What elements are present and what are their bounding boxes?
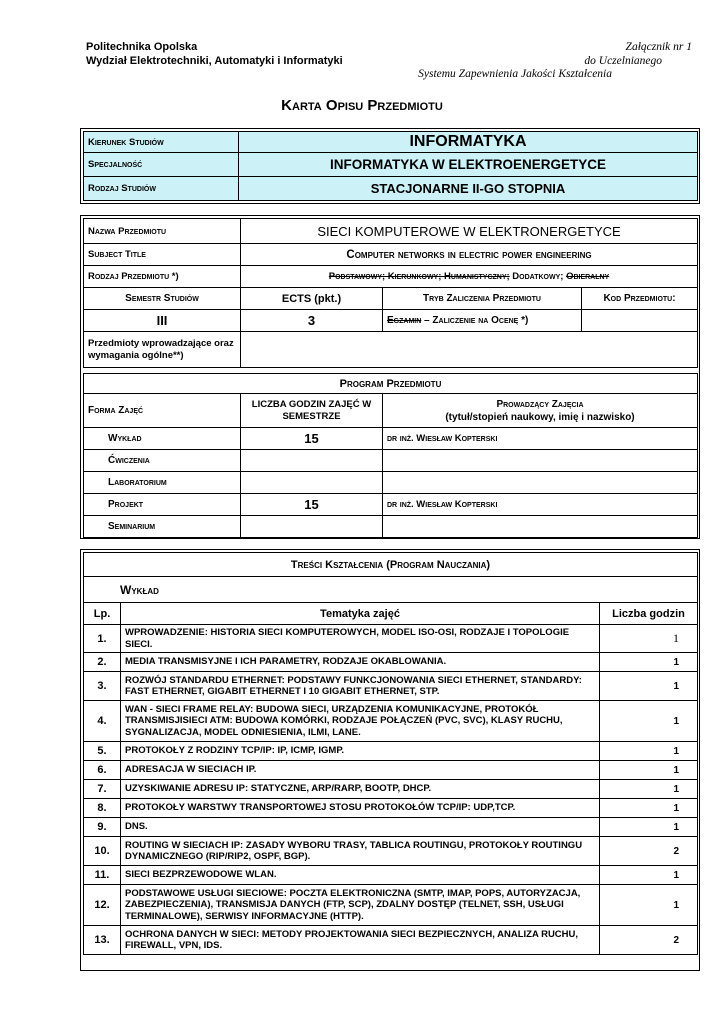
row-hours: 1 [600,761,698,780]
program-row [84,450,698,472]
document-header-left [86,41,343,68]
row-lp: 7. [84,780,121,799]
row-topic: WAN - SIECI FRAME RELAY: BUDOWA SIECI, URZĄDZENIA KOMUNIKACYJNE, PROTOKÓŁ TRANSMISJISIECI ATM: BUDOWA KOMÓRKI, RODZAJE POŁĄCZEŃ (PVC, SVC), KLASY RUCHU, SYGNALIZACJA, MODEL ODNIESIENIA, ILMI, LANE. [121,701,600,742]
kind-struck-elective: Obieralny [566,271,610,282]
table-row [84,761,698,780]
row-lp: 12. [84,885,121,926]
row-topic: PROTOKOŁY Z RODZINY TCP/IP: IP, ICMP, IGMP. [121,742,600,761]
annex-number: Załącznik nr 1 [625,41,692,53]
form-teacher [383,450,698,472]
form-name: Ćwiczenia [84,450,241,472]
study-info-table [83,131,698,201]
row-hours: 2 [600,837,698,866]
row-hours: 1 [600,625,698,653]
study-type-label: Rodzaj Studiów [84,177,239,201]
specialty-label: Specjalność [84,153,239,177]
program-row [84,472,698,494]
annex-to: do Uczelnianego [584,54,662,67]
table-row [84,672,698,701]
page-title: Karta Opisu Przedmiotu [281,97,443,114]
row-lp: 1. [84,625,121,653]
subject-kind-value [241,266,698,288]
row-topic: SIECI BEZPRZEWODOWE WLAN. [121,866,600,885]
semester-value: III [84,310,241,332]
form-teacher [383,516,698,538]
kind-struck-options: Podstawowy; Kierunkowy; Humanistyczny; [328,271,510,282]
mode-selected: – Zaliczenie na Ocenę *) [421,315,529,326]
content-heading: Treści Kształcenia (Program Nauczania) [84,553,698,577]
row-hours: 1 [600,799,698,818]
mode-struck-exam: Egzamin [387,315,422,326]
row-topic: MEDIA TRANSMISYJNE I ICH PARAMETRY, RODZAJE OKABLOWANIA. [121,653,600,672]
row-topic: PROTOKOŁY WARSTWY TRANSPORTOWEJ STOSU PROTOKOŁÓW TCP/IP: UDP,TCP. [121,799,600,818]
col-topic: Tematyka zajęć [121,603,600,625]
table-row [84,866,698,885]
mode-value [383,310,582,332]
subject-kind-label: Rodzaj Przedmiotu *) [84,266,241,288]
subject-name-label: Nazwa Przedmiotu [84,219,241,244]
table-row [84,701,698,742]
content-table [83,552,698,955]
row-hours: 1 [600,885,698,926]
row-hours: 1 [600,780,698,799]
row-hours: 1 [600,866,698,885]
program-row [84,494,698,516]
kind-selected-option: Dodatkowy; [509,271,567,282]
study-type-value: STACJONARNE II-GO STOPNIA [239,177,698,201]
specialty-value: INFORMATYKA W ELEKTROENERGETYCE [239,153,698,177]
row-lp: 2. [84,653,121,672]
form-hours [241,516,383,538]
teacher-label-cell [383,394,698,428]
institution-name: Politechnika Opolska [86,41,198,53]
table-row [84,799,698,818]
row-topic: ROUTING W SIECIACH IP: ZASADY WYBORU TRASY, TABLICA ROUTINGU, PROTOKOŁY ROUTINGU DYNAMICZNEGO (RIP/RIP2, OSPF, BGP). [121,837,600,866]
content-section: Wykład [84,577,698,603]
program-heading: Program Przedmiotu [84,374,698,394]
row-lp: 10. [84,837,121,866]
ects-label: ECTS (pkt.) [241,288,383,310]
code-value [582,310,698,332]
teacher-label: Prowadzący Zajęcia [496,398,584,410]
form-name: Projekt [84,494,241,516]
row-lp: 5. [84,742,121,761]
semester-label: Semestr Studiów [84,288,241,310]
subject-title-label: Subject Title [84,244,241,266]
annex-system: Systemu Zapewnienia Jakości Kształcenia [418,68,612,80]
subject-title-value: Computer networks in electric power engineering [241,244,698,266]
faculty-name: Wydział Elektrotechniki, Automatyki i Informatyki [86,54,343,67]
table-row [84,742,698,761]
row-lp: 3. [84,672,121,701]
row-lp: 4. [84,701,121,742]
subject-table [83,218,698,538]
form-name: Seminarium [84,516,241,538]
mode-label: Tryb Zaliczenia Przedmiotu [383,288,582,310]
row-topic: WPROWADZENIE: HISTORIA SIECI KOMPUTEROWYCH, MODEL ISO-OSI, RODZAJE I TOPOLOGIE SIECI. [121,625,600,653]
code-label: Kod Przedmiotu: [582,288,698,310]
table-row [84,780,698,799]
document-header-right [418,41,692,82]
row-topic: ROZWÓJ STANDARDU ETHERNET: PODSTAWY FUNKCJONOWANIA SIECI ETHERNET, STANDARDY: FAST ETHERNET, GIGABIT ETHERNET I 10 GIGABIT ETHERNET, STP. [121,672,600,701]
form-name: Wykład [84,428,241,450]
row-topic: ADRESACJA W SIECIACH IP. [121,761,600,780]
row-hours: 1 [600,701,698,742]
hours-label: LICZBA GODZIN ZAJĘĆ W SEMESTRZE [241,394,383,428]
prereq-value [241,332,698,368]
table-row [84,837,698,866]
row-lp: 6. [84,761,121,780]
form-hours [241,450,383,472]
row-hours: 1 [600,672,698,701]
ects-value: 3 [241,310,383,332]
form-hours: 15 [241,428,383,450]
form-hours: 15 [241,494,383,516]
row-topic: OCHRONA DANYCH W SIECI: METODY PROJEKTOWANIA SIECI BEZPIECZNYCH, ANALIZA RUCHU, FIREWALL, VPN, IDS. [121,926,600,955]
direction-value: INFORMATYKA [239,132,698,153]
row-hours: 2 [600,926,698,955]
col-hours: Liczba godzin [600,603,698,625]
row-lp: 13. [84,926,121,955]
prereq-label: Przedmioty wprowadzające oraz wymagania ogólne**) [84,332,241,368]
table-row [84,885,698,926]
form-hours [241,472,383,494]
row-topic: UZYSKIWANIE ADRESU IP: STATYCZNE, ARP/RARP, BOOTP, DHCP. [121,780,600,799]
form-teacher: dr inż. Wiesław Kopterski [383,428,698,450]
row-lp: 9. [84,818,121,837]
teacher-sublabel: (tytuł/stopień naukowy, imię i nazwisko) [445,411,635,423]
form-teacher [383,472,698,494]
row-topic: DNS. [121,818,600,837]
row-topic: PODSTAWOWE USŁUGI SIECIOWE: POCZTA ELEKTRONICZNA (SMTP, IMAP, POPS, AUTORYZACJA, ZABEZPIECZENIA), TRANSMISJA DANYCH (FTP, SCP), ZDALNY DOSTĘP (TELNET, SSH, USŁUGI TERMINALOWE), SERWISY INFORMACYJNE (HTTP). [121,885,600,926]
row-hours: 1 [600,818,698,837]
form-label: Forma Zajęć [84,394,241,428]
subject-name-value: SIECI KOMPUTEROWE W ELEKTRONERGETYCE [241,219,698,244]
col-lp: Lp. [84,603,121,625]
direction-label: Kierunek Studiów [84,132,239,153]
program-row [84,516,698,538]
form-name: Laboratorium [84,472,241,494]
table-row [84,818,698,837]
table-row [84,926,698,955]
row-lp: 11. [84,866,121,885]
table-row [84,625,698,653]
table-row [84,653,698,672]
form-teacher: dr inż. Wiesław Kopterski [383,494,698,516]
row-hours: 1 [600,742,698,761]
row-hours: 1 [600,653,698,672]
row-lp: 8. [84,799,121,818]
program-row [84,428,698,450]
